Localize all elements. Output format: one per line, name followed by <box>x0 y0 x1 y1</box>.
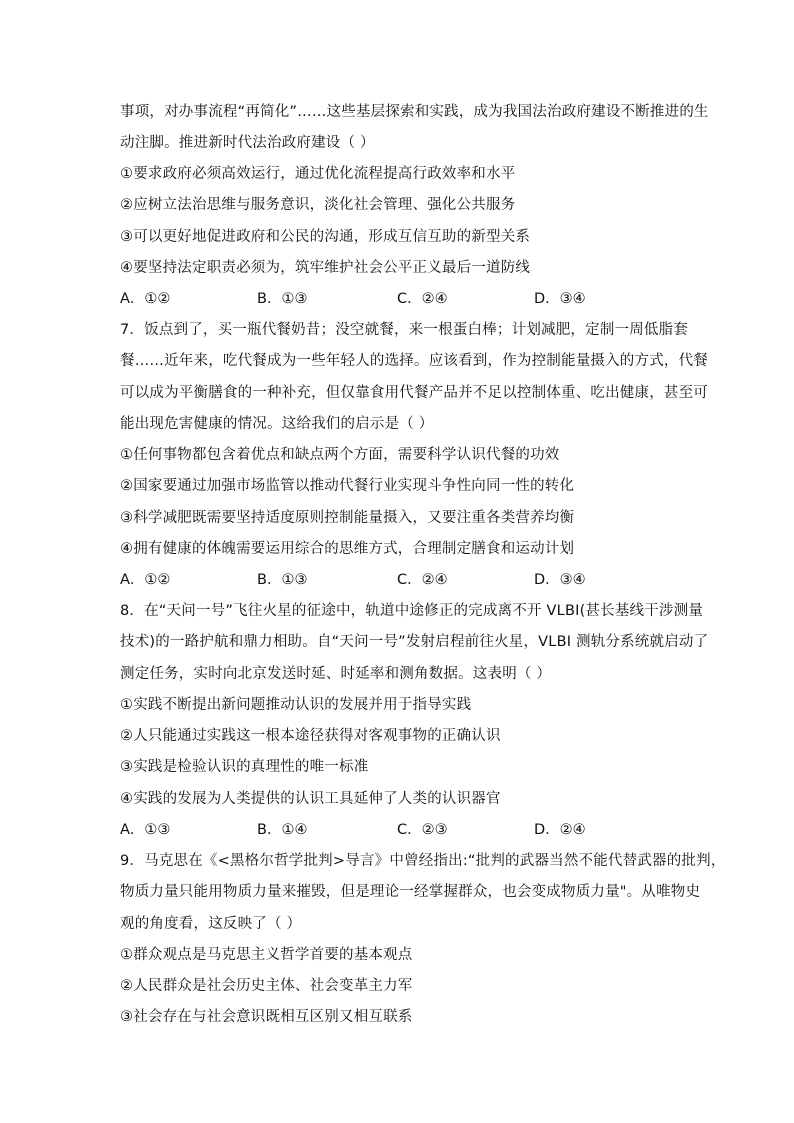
q8-stem-line: 测定任务，实时向北京发送时延、时延率和测角数据。这表明（ ） <box>120 666 552 682</box>
q7-statement: ①任何事物都包含着优点和缺点两个方面，需要科学认识代餐的功效 <box>120 447 560 463</box>
q6-statement: ①要求政府必须高效运行，通过优化流程提高行政效率和水平 <box>120 166 516 182</box>
q6-statement: ④要坚持法定职责必须为，筑牢维护社会公平正义最后一道防线 <box>120 260 531 276</box>
option-d: D．②④ <box>534 822 586 838</box>
option-a: A．①② <box>120 572 171 588</box>
option-b: B．①③ <box>257 572 308 588</box>
option-c: C．②③ <box>397 822 448 838</box>
q8-statement: ③实践是检验认识的真理性的唯一标准 <box>120 759 369 775</box>
q6-stem-line: 事项，对办事流程“再简化”……这些基层探索和实践，成为我国法治政府建设不断推进的生 <box>120 104 709 120</box>
q6-statement: ③可以更好地促进政府和公民的沟通，形成互信互助的新型关系 <box>120 229 531 245</box>
q8-statement: ④实践的发展为人类提供的认识工具延伸了人类的认识器官 <box>120 791 501 807</box>
option-b: B．①④ <box>257 822 308 838</box>
q6-stem-line: 动注脚。推进新时代法治政府建设（ ） <box>120 135 375 151</box>
q8-options <box>120 820 680 840</box>
option-a: A．①② <box>120 291 171 307</box>
q9-stem-line: 9．马克思在《<黑格尔哲学批判>导言》中曾经指出:“批判的武器当然不能代替武器的批判， <box>120 853 726 869</box>
option-d: D．③④ <box>534 291 586 307</box>
option-a: A．①③ <box>120 822 171 838</box>
q7-statement: ②国家要通过加强市场监管以推动代餐行业实现斗争性向同一性的转化 <box>120 478 575 494</box>
q7-stem-line: 7．饭点到了，买一瓶代餐奶昔；没空就餐，来一根蛋白棒；计划减肥，定制一周低脂套 <box>120 322 689 338</box>
option-c: C．②④ <box>397 572 448 588</box>
q8-stem-line: 技术)的一路护航和鼎力相助。自“天问一号”发射启程前往火星，VLBI 测轨分系统就启动了 <box>120 634 709 650</box>
q7-statement: ④拥有健康的体魄需要运用综合的思维方式，合理制定膳食和运动计划 <box>120 541 575 557</box>
q9-stem-line: 物质力量只能用物质力量来摧毁，但是理论一经掌握群众，也会变成物质力量"。从唯物史 <box>120 884 701 900</box>
option-c: C．②④ <box>397 291 448 307</box>
q9-stem-line: 观的角度看，这反映了（ ） <box>120 916 302 932</box>
q7-stem-line: 餐……近年来，吃代餐成为一些年轻人的选择。应该看到，作为控制能量摄入的方式，代餐 <box>120 353 708 369</box>
q9-statement: ③社会存在与社会意识既相互区别又相互联系 <box>120 1009 413 1025</box>
q7-stem-line: 可以成为平衡膳食的一种补充，但仅靠食用代餐产品并不足以控制体重、吃出健康，甚至可 <box>120 385 708 401</box>
q9-statement: ①群众观点是马克思主义哲学首要的基本观点 <box>120 947 413 963</box>
q6-options <box>120 289 680 309</box>
q8-statement: ①实践不断提出新问题推动认识的发展并用于指导实践 <box>120 697 472 713</box>
q7-statement: ③科学减肥既需要坚持适度原则控制能量摄入，又要注重各类营养均衡 <box>120 510 575 526</box>
option-b: B．①③ <box>257 291 308 307</box>
q7-options <box>120 570 680 590</box>
q8-statement: ②人只能通过实践这一根本途径获得对客观事物的正确认识 <box>120 728 501 744</box>
option-d: D．③④ <box>534 572 586 588</box>
q6-statement: ②应树立法治思维与服务意识，淡化社会管理、强化公共服务 <box>120 197 516 213</box>
q8-stem-line: 8．在“天问一号”飞往火星的征途中，轨道中途修正的完成离不开 VLBI(甚长基线干涉测量 <box>120 603 704 619</box>
q7-stem-line: 能出现危害健康的情况。这给我们的启示是（ ） <box>120 416 434 432</box>
q9-statement: ②人民群众是社会历史主体、社会变革主力军 <box>120 978 413 994</box>
